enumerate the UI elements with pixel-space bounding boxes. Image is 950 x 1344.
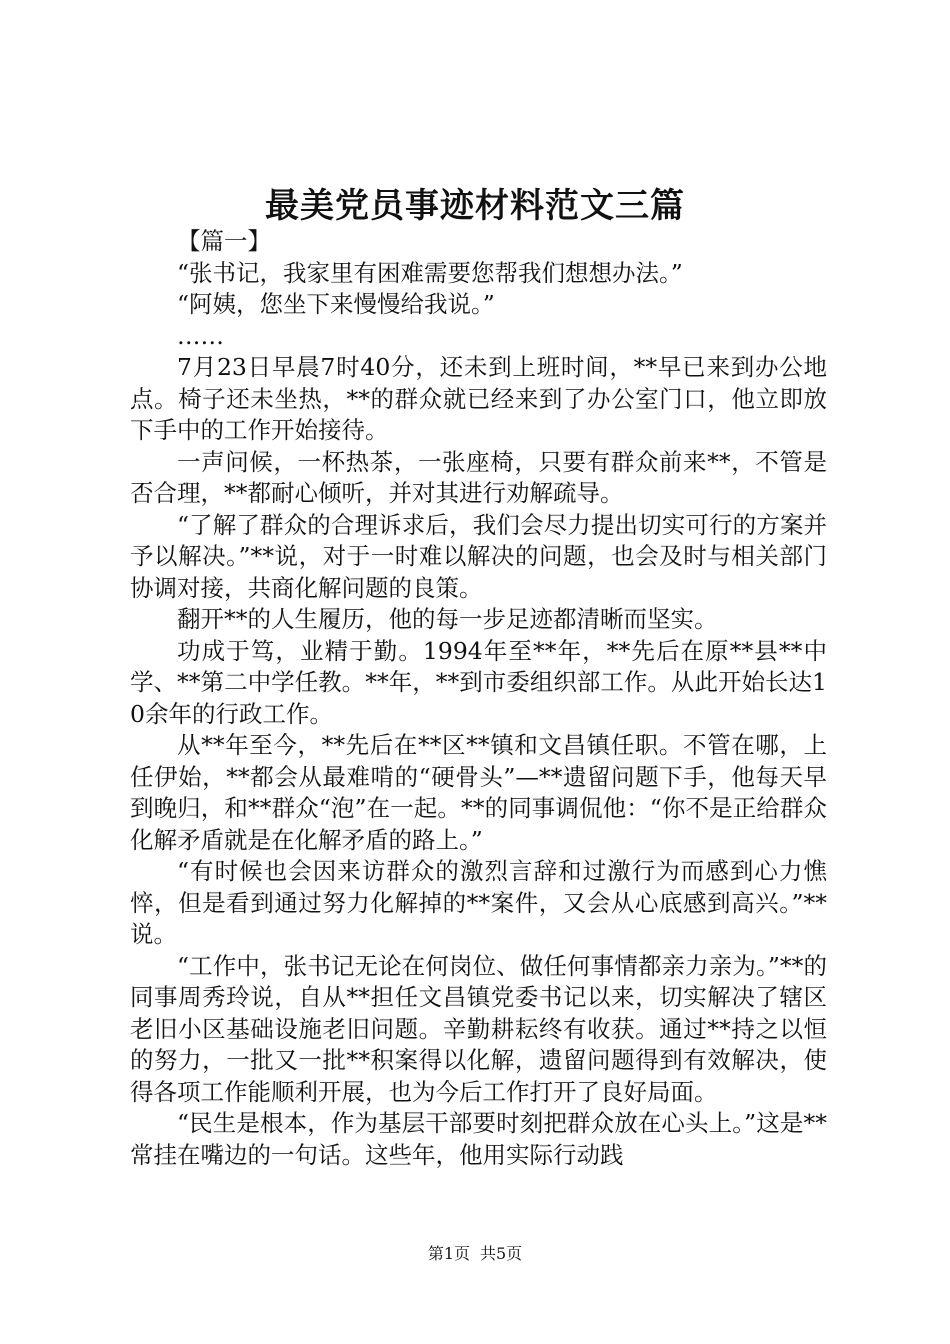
- paragraph-dialogue-1: “张书记，我家里有困难需要您帮我们想想办法。”: [177, 258, 683, 287]
- paragraph-resume: 翻开**的人生履历，他的每一步足迹都清晰而坚实。: [177, 605, 718, 633]
- page-footer: [0, 1244, 950, 1264]
- paragraph-section-heading: 【篇一】: [177, 227, 271, 255]
- paragraph-quote-solution: “了解了群众的合理诉求后，我们会尽力提出切实可行的方案并予以解决。”**说，对于一时难以解决的问题，也会及时与相关部门协调对接，共商化解问题的良策。: [130, 510, 827, 602]
- document-title: 最美党员事迹材料范文三篇: [265, 186, 685, 226]
- paragraph-ellipsis: ……: [177, 321, 224, 350]
- page-total: 共5页: [480, 1244, 523, 1263]
- paragraph-morning: 7月23日早晨7时40分，还未到上班时间，**早已来到办公地点。椅子还未坐热，**的群众就已经来到了办公室门口，他立即放下手中的工作开始接待。: [130, 353, 827, 444]
- paragraph-colleague: “工作中，张书记无论在何岗位、做任何事情都亲力亲为。”**的同事周秀玲说，自从**担任文昌镇党委书记以来，切实解决了辖区老旧小区基础设施老旧问题。辛勤耕耘终有收获。通过**持之以恒的努力，一批又一批**积案得以化解，遗留问题得到有效解决，使得各项工作能顺利开展，也为今后工作打开了良好局面。: [130, 951, 827, 1106]
- document-body: [130, 226, 827, 1171]
- paragraph-tenure: 从**年至今，**先后在**区**镇和文昌镇任职。不管在哪，上任伊始，**都会从最难啃的“硬骨头”—**遗留问题下手，他每天早到晚归，和**群众“泡”在一起。**的同事调侃他：“你不是正给群众化解矛盾就是在化解矛盾的路上。”: [130, 731, 827, 854]
- paragraph-greeting: 一声问候，一杯热茶，一张座椅，只要有群众前来**，不管是否合理，**都耐心倾听，并对其进行劝解疏导。: [130, 447, 827, 507]
- page-number: 第1页: [427, 1244, 470, 1263]
- paragraph-livelihood: “民生是根本，作为基层干部要时刻把群众放在心头上。”这是**常挂在嘴边的一句话。这些年，他用实际行动践: [130, 1109, 827, 1169]
- paragraph-dialogue-2: “阿姨，您坐下来慢慢给我说。”: [177, 290, 495, 318]
- paragraph-quote-feelings: “有时候也会因来访群众的激烈言辞和过激行为而感到心力憔悴，但是看到通过努力化解掉的**案件，又会从心底感到高兴。”**说。: [130, 857, 827, 948]
- paragraph-career: 功成于笃，业精于勤。1994年至**年，**先后在原**县**中学、**第二中学任教。**年，**到市委组织部工作。从此开始长达10余年的行政工作。: [130, 636, 827, 728]
